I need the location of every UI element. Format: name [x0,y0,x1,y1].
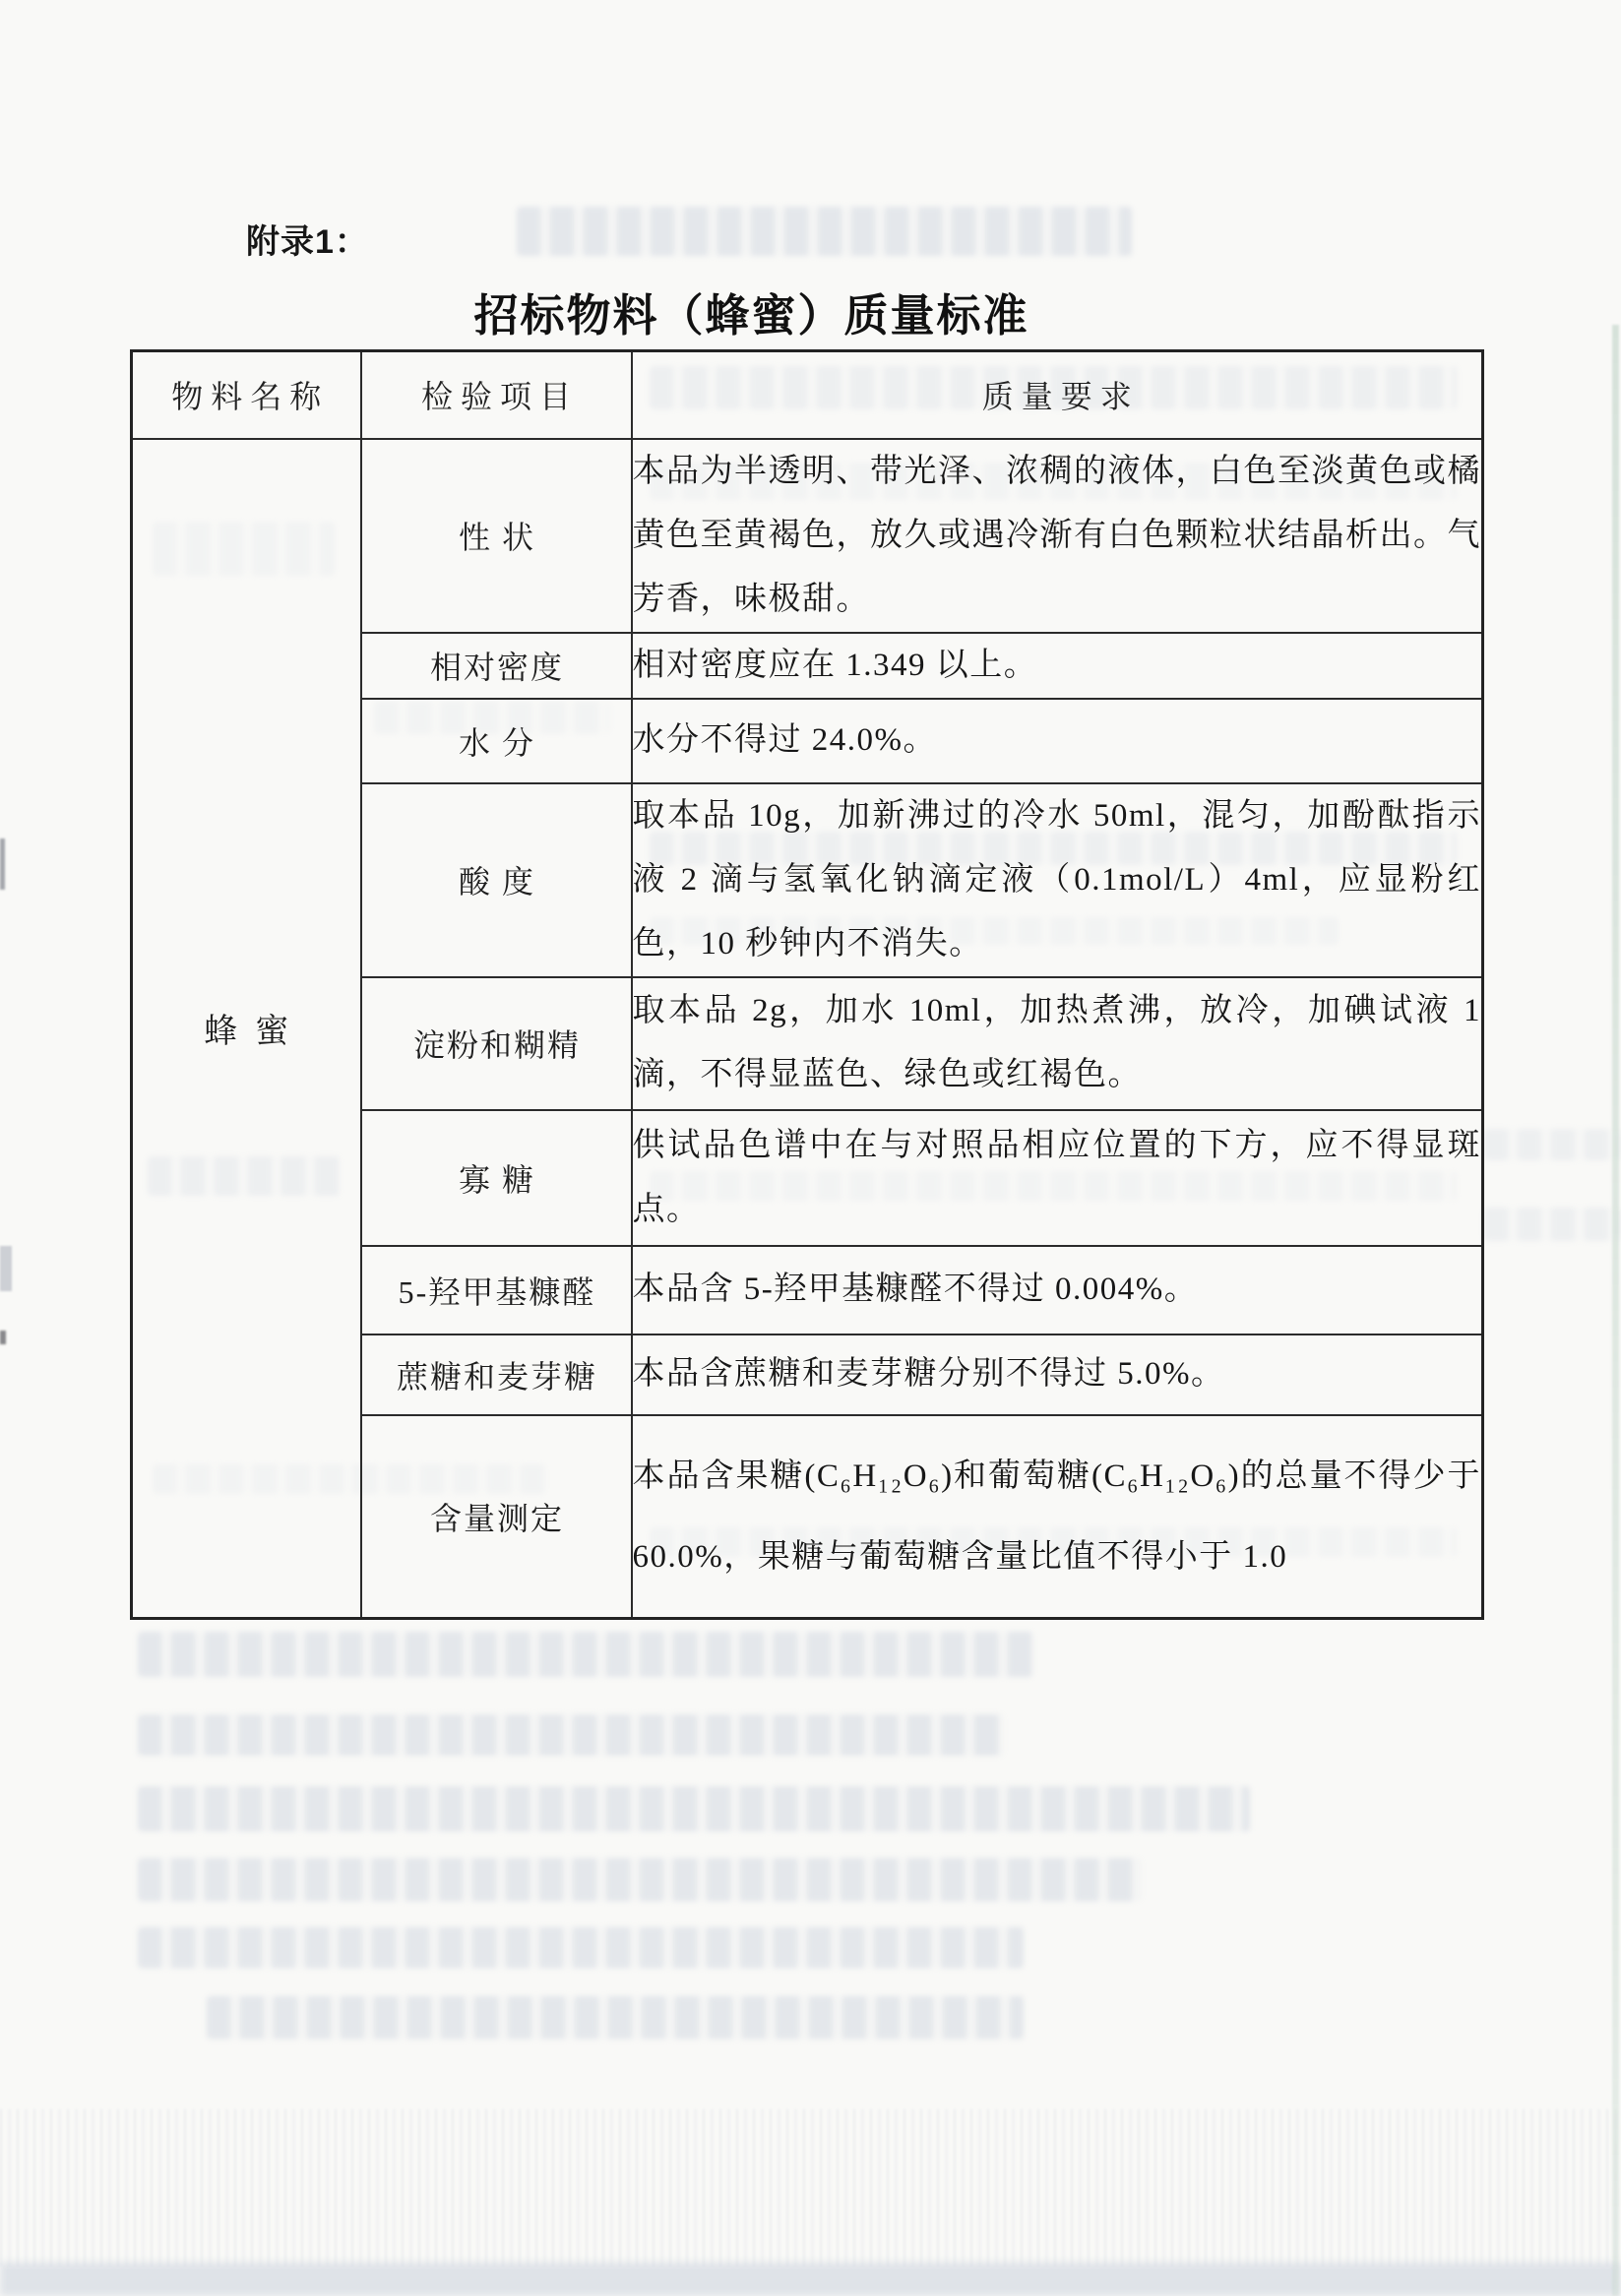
bleed-through-band [138,1786,1250,1831]
header-quality-requirement: 质量要求 [632,351,1483,439]
item-cell: 性状 [361,439,632,633]
requirement-cell: 本品含果糖(C₆H₁₂O₆)和葡萄糖(C₆H₁₂O₆)的总量不得少于 60.0%，果糖与葡萄糖含量比值不得小于 1.0 [632,1415,1483,1619]
item-cell: 5-羟甲基糠醛 [361,1246,632,1334]
bleed-through-band [207,1996,1024,2039]
material-name-cell: 蜂蜜 [132,439,361,1619]
item-cell: 蔗糖和麦芽糖 [361,1334,632,1415]
item-cell: 酸度 [361,783,632,977]
item-cell: 寡糖 [361,1110,632,1246]
bleed-through-band [1484,1129,1621,1160]
scan-edge-mark [0,1331,6,1344]
bleed-through-band [138,1714,1004,1756]
page-title: 招标物料（蜂蜜）质量标准 [473,290,1029,341]
scan-edge-mark [0,1246,12,1291]
bleed-through-band [138,1632,1033,1677]
requirement-cell: 相对密度应在 1.349 以上。 [632,633,1483,699]
requirement-cell: 本品含蔗糖和麦芽糖分别不得过 5.0%。 [632,1334,1483,1415]
requirement-cell: 本品为半透明、带光泽、浓稠的液体，白色至淡黄色或橘黄色至黄褐色，放久或遇冷渐有白色颗粒状结晶析出。气芳香，味极甜。 [632,439,1483,633]
requirement-cell: 水分不得过 24.0%。 [632,699,1483,783]
requirement-cell: 取本品 2g，加水 10ml，加热煮沸，放冷，加碘试液 1 滴，不得显蓝色、绿色或红褐色。 [632,977,1483,1110]
quality-standard-table [130,349,1484,1620]
header-material-name: 物料名称 [132,351,361,439]
bleed-through-band [138,1927,1024,1968]
item-cell: 含量测定 [361,1415,632,1619]
requirement-cell: 供试品色谱中在与对照品相应位置的下方，应不得显斑点。 [632,1110,1483,1246]
requirement-cell: 本品含 5-羟甲基糠醛不得过 0.004%。 [632,1246,1483,1334]
scan-noise [0,2109,1621,2266]
bleed-through-band [517,207,1132,256]
item-cell: 相对密度 [361,633,632,699]
table-header-row [132,351,1483,439]
bleed-through-band [1484,1208,1621,1241]
scan-edge-shadow [0,2263,1621,2296]
scan-edge-streak [1612,325,1619,2296]
header-inspection-item: 检验项目 [361,351,632,439]
appendix-label: 附录1： [246,223,369,261]
item-cell: 淀粉和糊精 [361,977,632,1110]
row-properties [132,439,1483,633]
requirement-cell: 取本品 10g，加新沸过的冷水 50ml，混匀，加酚酞指示液 2 滴与氢氧化钠滴定液（0.1mol/L）4ml，应显粉红色，10 秒钟内不消失。 [632,783,1483,977]
item-cell: 水分 [361,699,632,783]
bleed-through-band [138,1858,1142,1901]
scan-edge-mark [0,838,5,890]
